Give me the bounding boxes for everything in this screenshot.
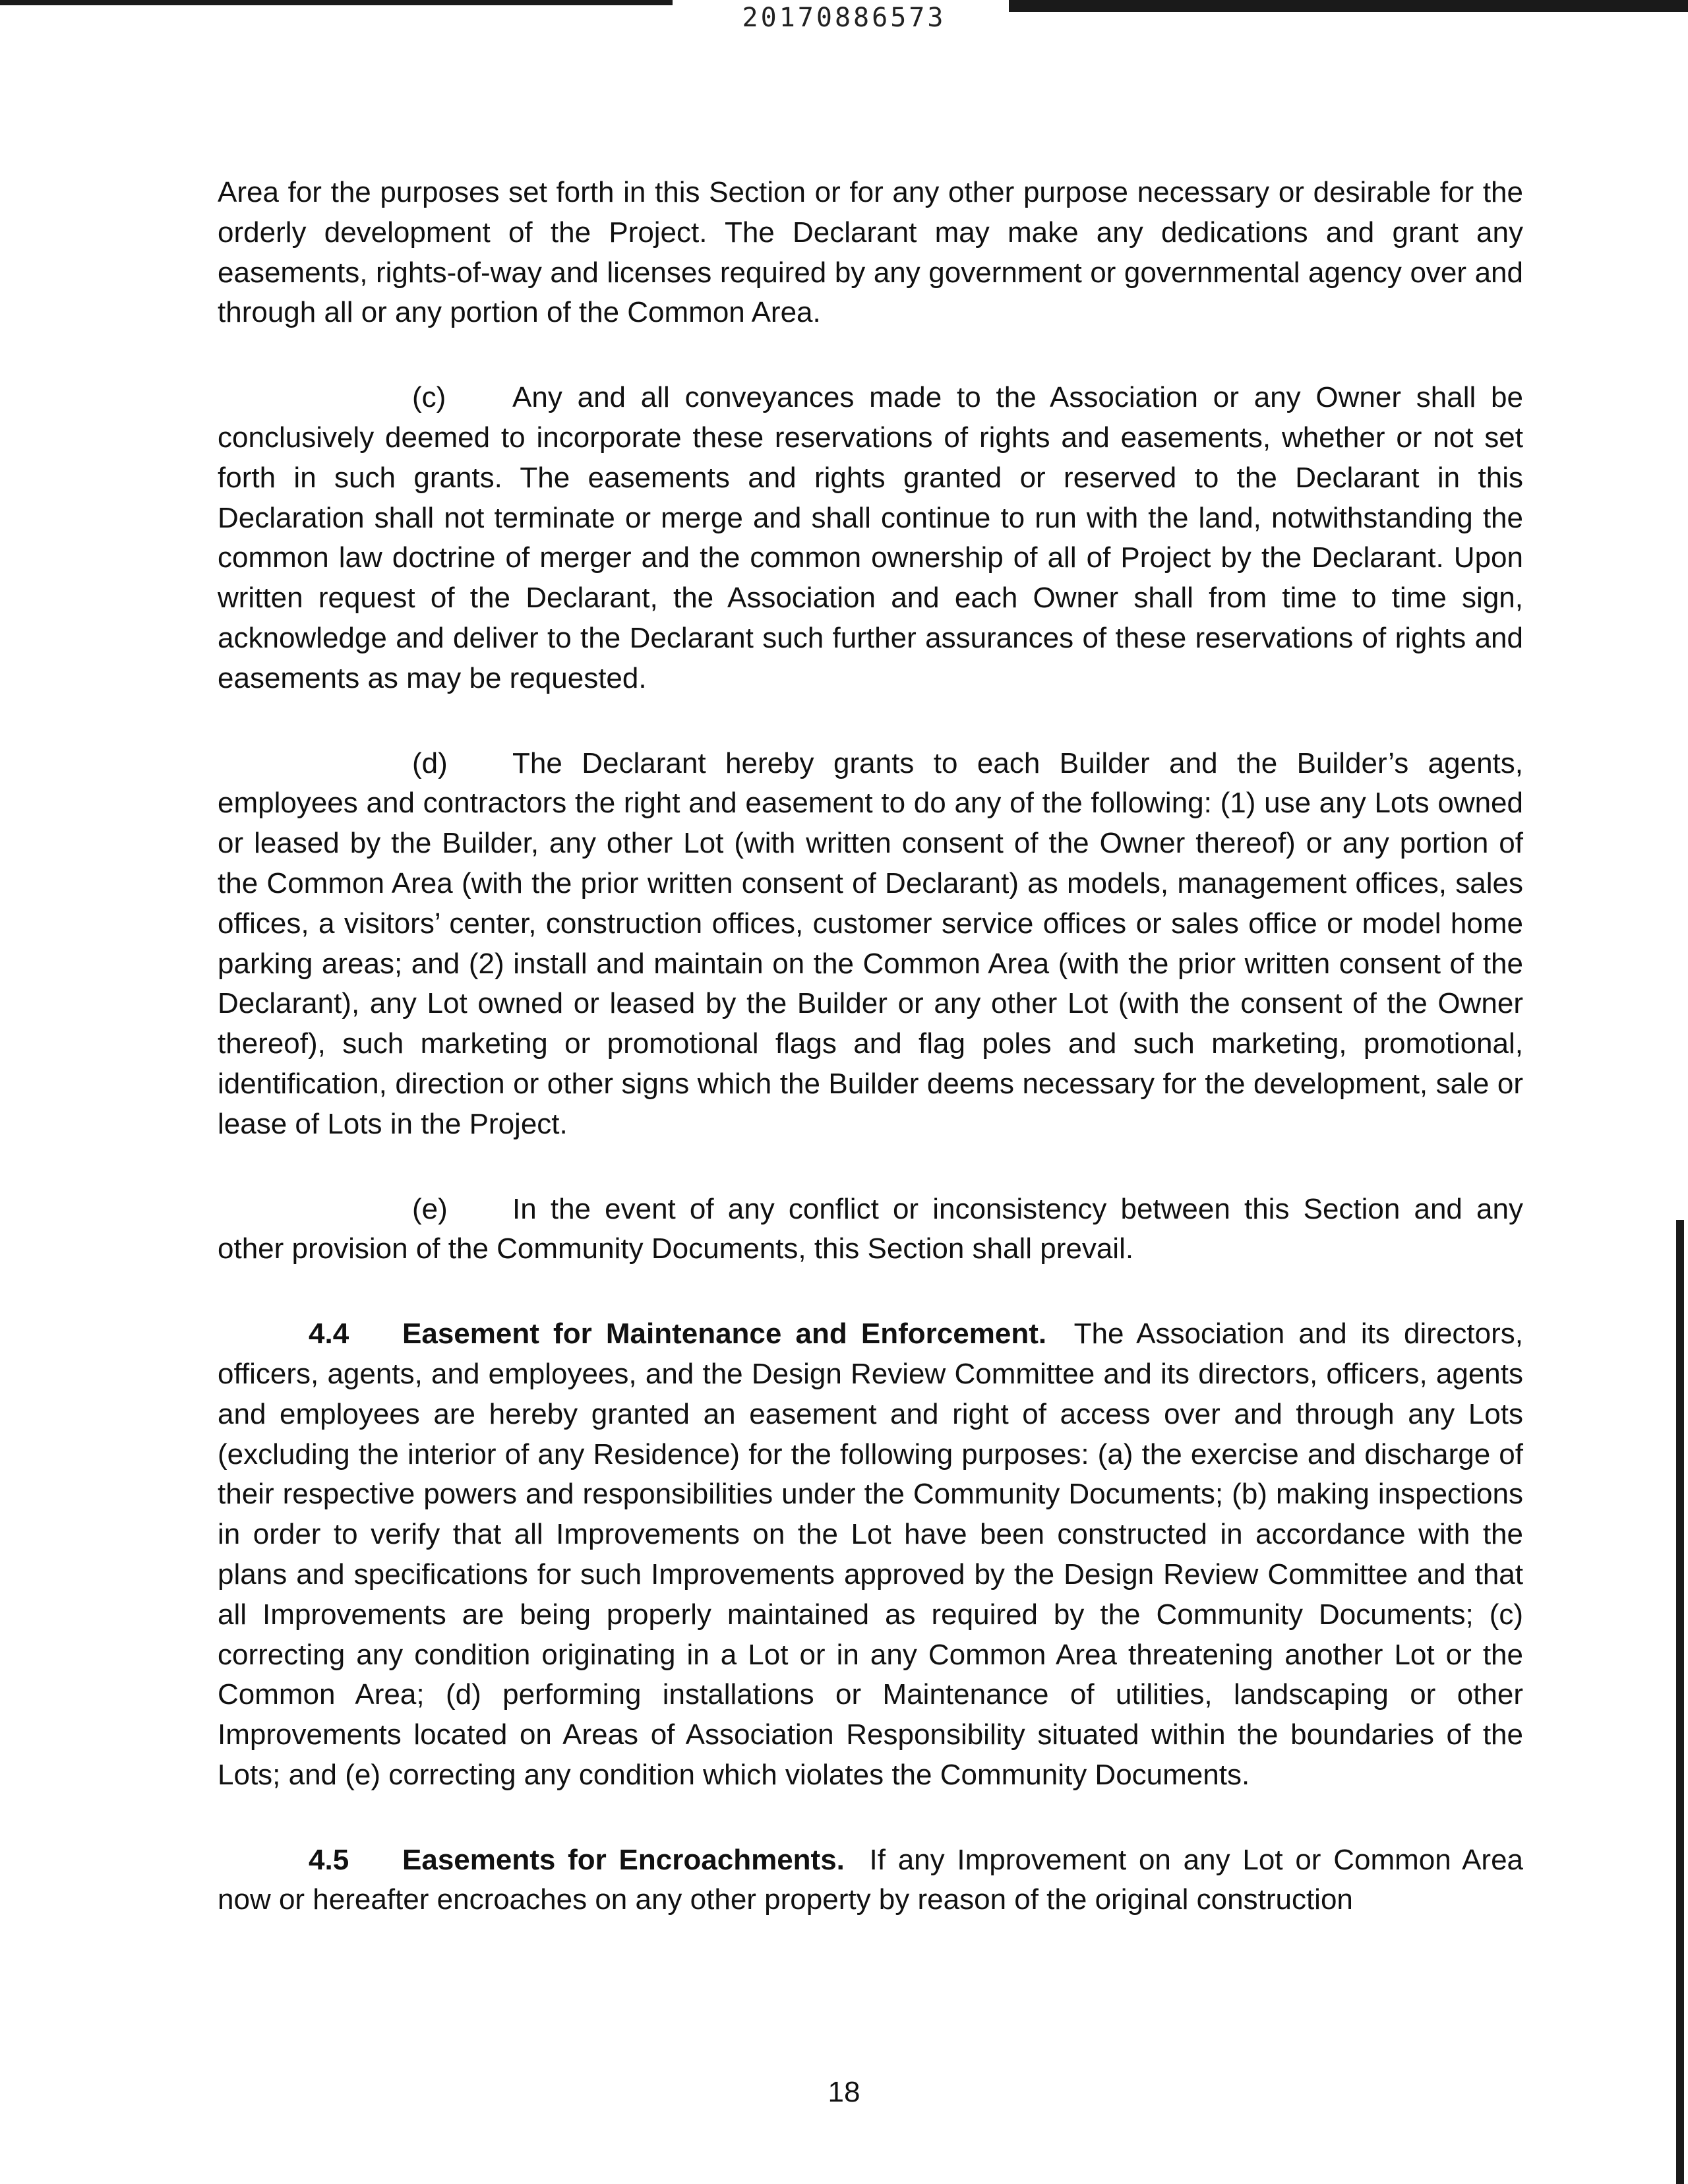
subparagraph-c [218, 378, 1523, 698]
scan-border-right [1676, 1220, 1684, 2184]
section-4-4 [218, 1314, 1523, 1796]
section-heading: Easements for Encroachments. [402, 1843, 845, 1876]
subparagraph-marker: (c) [412, 381, 446, 414]
page-number: 18 [828, 2076, 860, 2108]
section-number: 4.4 [309, 1318, 349, 1350]
subparagraph-marker: (e) [412, 1192, 448, 1225]
page-body [218, 173, 1523, 1965]
section-number: 4.5 [309, 1843, 349, 1876]
section-4-5 [218, 1840, 1523, 1921]
section-heading: Easement for Maintenance and Enforcement. [402, 1318, 1047, 1350]
subparagraph-text: The Declarant hereby grants to each Builder and the Builder’s agents, employees and contractors the right and easement to do any of the following: (1) use any Lots owned or leased by the Builder, any other Lot (with written consent of the Owner thereof) or any portion of the Common Area (with the prior written consent of Declarant) as models, management offices, sales offices, a visitors’ center, construction offices, customer service offices or sales office or model home parking areas; and (2) install and maintain on the Common Area (with the prior written consent of the Declarant), any Lot owned or leased by the Builder or any other Lot (with the consent of the Owner thereof), such marketing or promotional flags and flag poles and such marketing, promotional, identification, direction or other signs which the Builder deems necessary for the development, sale or lease of Lots in the Project. [218, 746, 1523, 1140]
subparagraph-text: In the event of any conflict or inconsistency between this Section and any other provision of the Community Documents, this Section shall prevail. [218, 1192, 1523, 1265]
section-text: The Association and its directors, officers, agents, and employees, and the Design Review Committee and its directors, officers, agents and employees are hereby granted an easement and right of access over and through any Lots (excluding the interior of any Residence) for the following purposes: (a) the exercise and discharge of their respective powers and responsibilities under the Community Documents; (b) making inspections in order to verify that all Improvements on the Lot have been constructed in accordance with the plans and specifications for such Improvements approved by the Design Review Committee and that all Improvements are being properly maintained as required by the Community Documents; (c) correcting any condition originating in a Lot or in any Common Area threatening another Lot or the Common Area; (d) performing installations or Maintenance of utilities, landscaping or other Improvements located on Areas of Association Responsibility situated within the boundaries of the Lots; and (e) correcting any condition which violates the Community Documents. [218, 1318, 1523, 1791]
section-text: If any Improvement on any Lot or Common Area now or hereafter encroaches on any other property by reason of the original construction [218, 1843, 1524, 1916]
paragraph-text: Area for the purposes set forth in this Section or for any other purpose necessary or desirable for the orderly development of the Project. The Declarant may make any dedications and grant any easements, rights-of-way and licenses required by any government or governmental agency over and through all or any portion of the Common Area. [218, 176, 1523, 329]
subparagraph-e [218, 1190, 1523, 1270]
document-number: 20170886573 [742, 3, 946, 33]
paragraph-continuation [218, 173, 1523, 333]
subparagraph-d [218, 744, 1523, 1145]
subparagraph-marker: (d) [412, 746, 448, 779]
subparagraph-text: Any and all conveyances made to the Association or any Owner shall be conclusively deemed to incorporate these reservations of rights and easements, whether or not set forth in such grants. The easements and rights granted or reserved to the Declarant in this Declaration shall not terminate or merge and shall continue to run with the land, notwithstanding the common law doctrine of merger and the common ownership of all of Project by the Declarant. Upon written request of the Declarant, the Association and each Owner shall from time to time sign, acknowledge and deliver to the Declarant such further assurances of these reservations of rights and easements as may be requested. [218, 381, 1523, 694]
